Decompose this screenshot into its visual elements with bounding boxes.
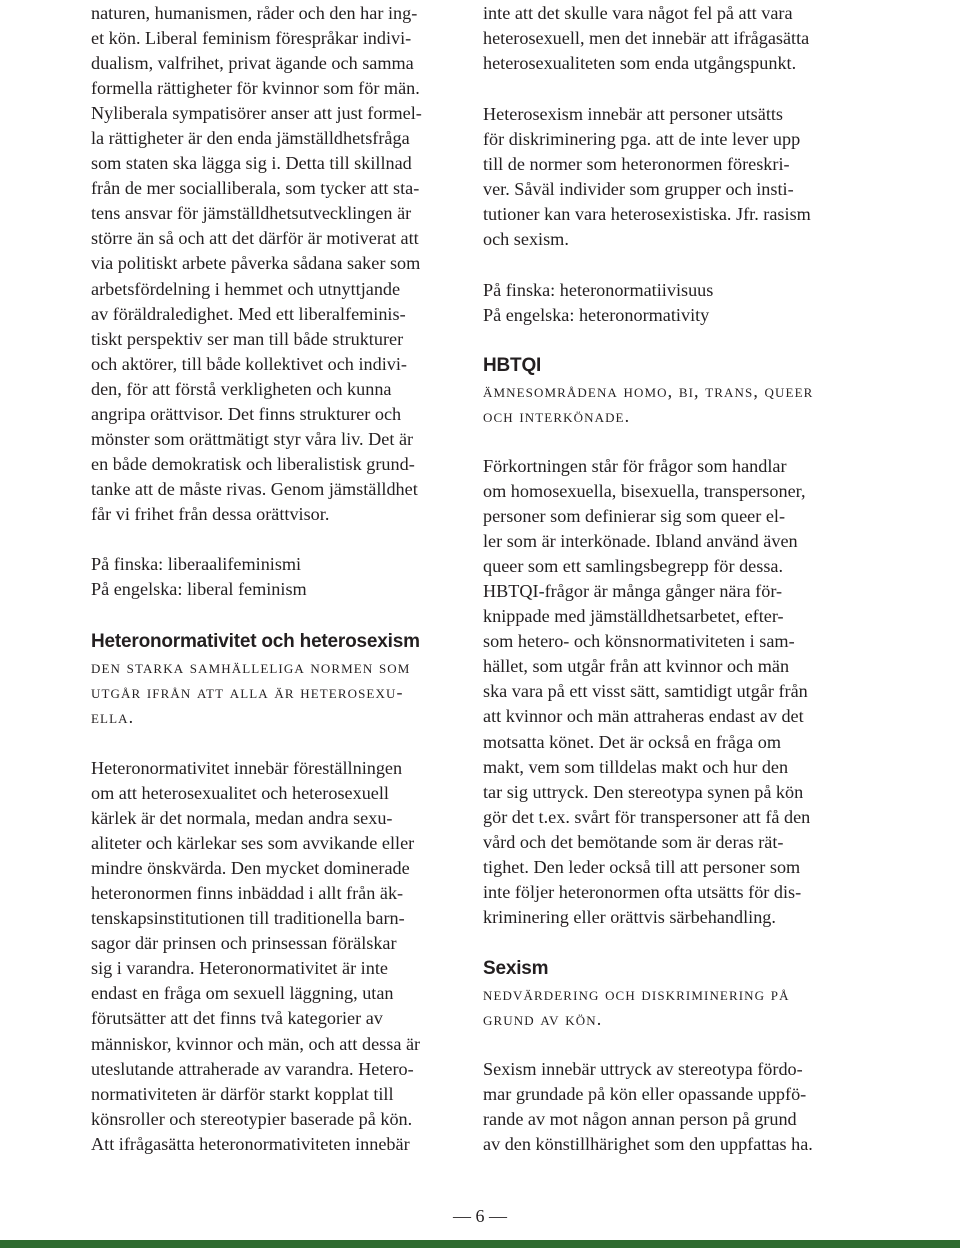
- text-line: Nyliberala sympatisörer anser att just formel-: [91, 103, 422, 124]
- text-line: om att heterosexualitet och heterosexuell: [91, 783, 389, 804]
- page-number: — 6 —: [453, 1206, 507, 1226]
- text-line: mindre önskvärda. Den mycket dominerade: [91, 858, 410, 879]
- text-line: Heterosexism innebär att personer utsätts: [483, 104, 784, 124]
- text-line: gör det t.ex. svårt för transpersoner att få den: [483, 806, 811, 827]
- text-line: tanke att de måste rivas. Genom jämställdhet: [91, 478, 418, 499]
- text-line: dualism, valfrihet, privat ägande och samma: [91, 53, 414, 74]
- text-line: HBTQI-frågor är många gånger nära för-: [483, 581, 783, 602]
- subheading-line: och interkönade.: [483, 406, 631, 426]
- text-line: ler som är interkönade. Ibland använd även: [483, 531, 798, 552]
- text-line: kärlek är det normala, medan andra sexu-: [91, 808, 393, 829]
- text-line: förutsätter att det finns två kategorier av: [91, 1008, 383, 1029]
- right-translations: [483, 278, 847, 328]
- text-line: heteronormen finns inbäddad i allt från äk-: [91, 883, 404, 904]
- text-line: sig i varandra. Heteronormativitet är inte: [91, 958, 388, 979]
- subheading-line: nedvärdering och diskriminering på: [483, 984, 790, 1004]
- text-line: vård och det bemötande som är deras rät-: [483, 831, 784, 852]
- text-line: inte att det skulle vara något fel på att vara: [483, 3, 793, 23]
- text-line: och sexism.: [483, 229, 569, 250]
- text-line: könsroller och stereotypier baserade på kön.: [91, 1108, 413, 1129]
- text-line: tar sig uttryck. Den stereotypa synen på kön: [483, 781, 804, 802]
- text-line: mar grundade på kön eller opassande uppfö-: [483, 1084, 807, 1105]
- text-line: angripa orättvisor. Det finns strukturer och: [91, 403, 402, 424]
- text-line: som hetero- och könsnormativiteten i sam-: [483, 631, 795, 652]
- text-line: endast en fråga om sexuell läggning, utan: [91, 983, 394, 1004]
- text-line: sagor där prinsen och prinsessan förälskar: [91, 933, 397, 954]
- text-line: mönster som orättmätigt styr våra liv. Det är: [91, 428, 414, 449]
- english-term: På engelska: liberal feminism: [91, 579, 307, 600]
- text-line: tiskt perspektiv ser man till både strukturer: [91, 328, 404, 349]
- text-line: naturen, humanismen, råder och den har ing-: [91, 3, 418, 23]
- text-line: tutioner kan vara heterosexistiska. Jfr. rasism: [483, 204, 811, 225]
- text-line: makt, vem som tilldelas makt och hur den: [483, 756, 789, 777]
- bottom-bar: [0, 1240, 960, 1248]
- text-line: normativiteten är därför starkt kopplat till: [91, 1083, 394, 1104]
- text-line: Att ifrågasätta heteronormativiteten innebär: [91, 1133, 410, 1154]
- text-line: rande av mot någon annan person på grund: [483, 1109, 797, 1130]
- left-paragraph-2: [91, 756, 455, 1157]
- section-subheading-hbtqi: [483, 379, 847, 429]
- text-line: Sexism innebär uttryck av stereotypa fördo-: [483, 1059, 803, 1079]
- section-subheading-sexism: [483, 982, 847, 1032]
- text-line: Förkortningen står för frågor som handlar: [483, 456, 787, 476]
- text-line: personer som definierar sig som queer el-: [483, 506, 786, 527]
- text-line: från de mer socialliberala, som tycker att sta-: [91, 178, 420, 199]
- text-line: större än så och att det därför är motiverat att: [91, 228, 419, 249]
- finnish-term: På finska: heteronormatiivisuus: [483, 280, 714, 300]
- text-line: människor, kvinnor och män, och att dessa är: [91, 1033, 421, 1054]
- text-line: arbetsfördelning i hemmet och utnyttjande: [91, 278, 401, 299]
- subheading-line: ella.: [91, 707, 135, 727]
- text-line: en både demokratisk och liberalistisk grund-: [91, 453, 415, 474]
- text-line: uteslutande attraherade av varandra. Hetero-: [91, 1058, 414, 1079]
- subheading-line: den starka samhälleliga normen som: [91, 657, 411, 677]
- left-paragraph-1: [91, 1, 455, 527]
- section-heading-sexism: Sexism: [483, 958, 549, 979]
- right-paragraph-3: [483, 454, 847, 930]
- text-line: heterosexualiteten som enda utgångspunkt.: [483, 53, 797, 74]
- text-line: formella rättigheter för kvinnor som för män.: [91, 78, 420, 99]
- section-heading-heteronormativity: Heteronormativitet och heterosexism: [91, 631, 420, 652]
- text-line: Heteronormativitet innebär föreställningen: [91, 758, 403, 778]
- text-line: kriminering eller orättvis särbehandling.: [483, 906, 776, 927]
- text-line: et kön. Liberal feminism förespråkar indivi-: [91, 28, 412, 49]
- text-line: för diskriminering pga. att de inte lever upp: [483, 129, 801, 150]
- english-term: På engelska: heteronormativity: [483, 305, 710, 326]
- text-line: tens ansvar för jämställdhetsutvecklingen är: [91, 203, 412, 224]
- subheading-line: ämnesområdena homo, bi, trans, queer: [483, 381, 814, 401]
- text-line: hället, som utgår från att kvinnor och män: [483, 656, 790, 677]
- section-heading-hbtqi: HBTQI: [483, 355, 542, 376]
- text-line: och aktörer, till både kollektivet och indivi-: [91, 353, 407, 374]
- text-line: inte följer heteronormen ofta utsätts för dis-: [483, 881, 802, 902]
- right-paragraph-2: [483, 102, 847, 252]
- left-translations: [91, 552, 455, 602]
- text-line: aliteter och kärlekar ses som avvikande eller: [91, 833, 415, 854]
- text-line: knippade med jämställdhetsarbetet, efter-: [483, 606, 784, 627]
- text-line: heterosexuell, men det innebär att ifrågasätta: [483, 28, 810, 49]
- text-line: av den könstillhärighet som den uppfattas ha.: [483, 1134, 813, 1155]
- text-line: motsatta könet. Det är också en fråga om: [483, 731, 781, 752]
- text-line: den, för att förstå verkligheten och kunna: [91, 378, 392, 399]
- subheading-line: utgår ifrån att alla är heterosexu-: [91, 682, 404, 702]
- section-subheading-heteronormativity: [91, 655, 455, 730]
- text-line: queer som ett samlingsbegrepp för dessa.: [483, 556, 784, 577]
- subheading-line: grund av kön.: [483, 1009, 603, 1029]
- text-line: tighet. Den leder också till att personer som: [483, 856, 801, 877]
- text-line: via politiskt arbete påverka sådana saker som: [91, 253, 421, 274]
- text-line: av föräldraledighet. Med ett liberalfeminis-: [91, 303, 406, 324]
- text-line: om homosexuella, bisexuella, transpersoner,: [483, 481, 806, 502]
- text-line: att kvinnor och män attraheras endast av det: [483, 706, 804, 727]
- text-line: till de normer som heteronormen föreskri-: [483, 154, 790, 175]
- text-line: ver. Såväl individer som grupper och insti-: [483, 179, 794, 200]
- finnish-term: På finska: liberaalifeminismi: [91, 554, 302, 574]
- text-line: la rättigheter är den enda jämställdhetsfråga: [91, 128, 410, 149]
- text-line: tenskapsinstitutionen till traditionella barn-: [91, 908, 405, 929]
- text-line: får vi frihet från dessa orättvisor.: [91, 503, 330, 524]
- text-line: ska vara på ett visst sätt, samtidigt utgår från: [483, 681, 808, 702]
- right-paragraph-4: [483, 1057, 847, 1157]
- text-line: som staten ska lägga sig i. Detta till skillnad: [91, 153, 412, 174]
- right-paragraph-1: [483, 1, 847, 76]
